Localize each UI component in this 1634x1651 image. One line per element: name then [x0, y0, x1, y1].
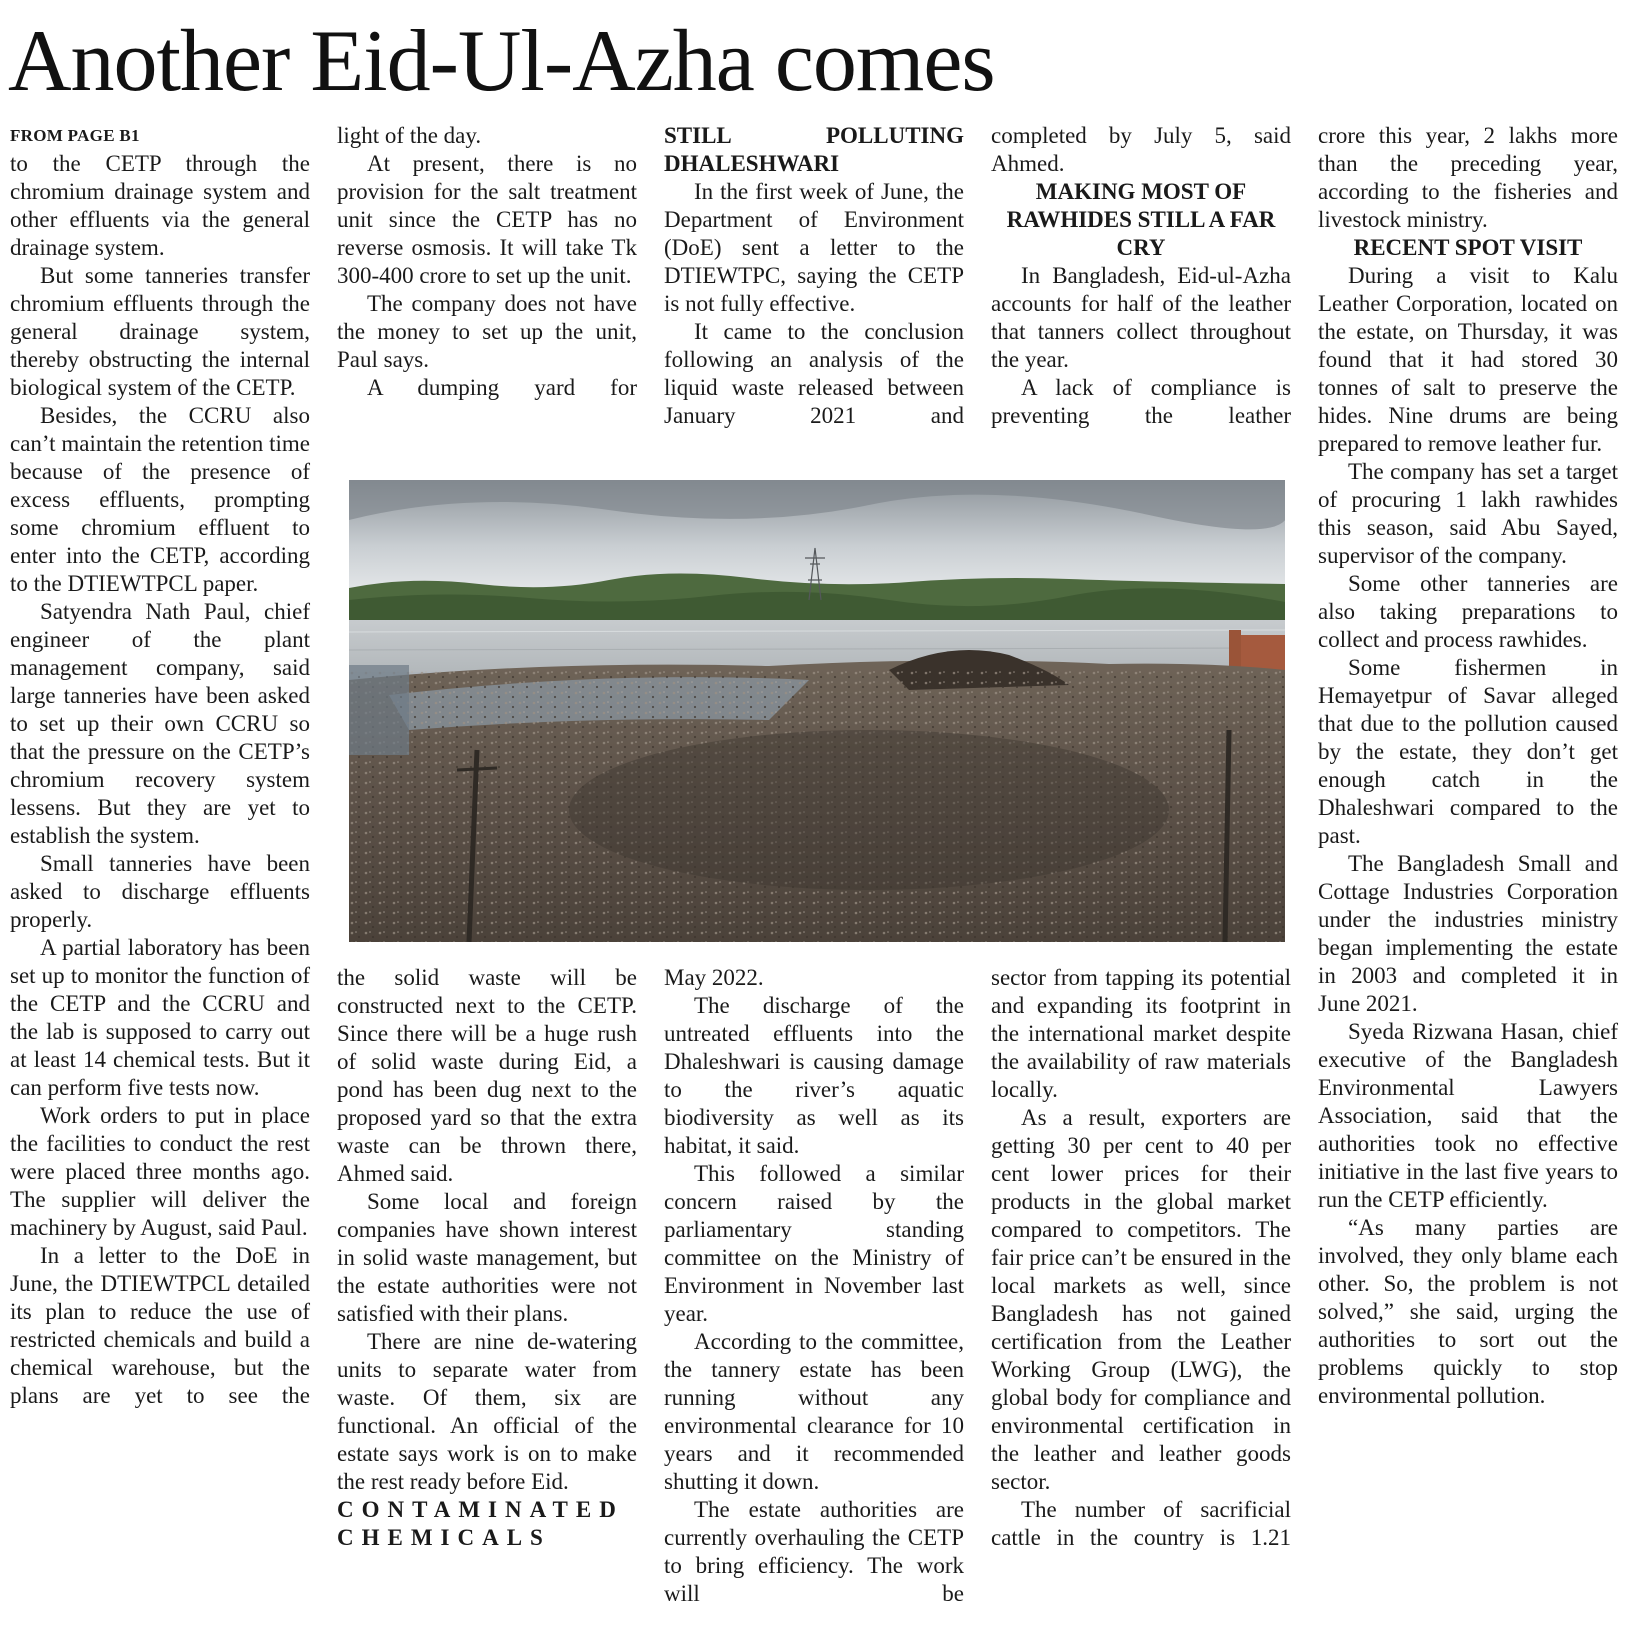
paragraph: to the CETP through the chromium drainage system and other effluents via the general drainage system. [10, 151, 310, 260]
paragraph: At present, there is no provision for the salt treatment unit since the CETP has no reverse osmosis. It will take Tk 300-400 crore to set up the unit. [337, 151, 637, 288]
subheading: CONTAMINATED CHEMICALS [337, 1497, 624, 1550]
paragraph: In Bangladesh, Eid-ul-Azha accounts for half of the leather that tanners collect throughout the year. [991, 263, 1291, 372]
paragraph: According to the committee, the tannery estate has been running without any environmental clearance for 10 years and it recommended shutting it down. [664, 1329, 964, 1494]
photo-illustration [349, 480, 1285, 942]
paragraph: Some other tanneries are also taking preparations to collect and process rawhides. [1318, 571, 1618, 652]
paragraph: There are nine de-watering units to separate water from waste. Of them, six are functional. An official of the estate says work is on to make the rest ready before Eid. [337, 1329, 637, 1494]
paragraph: sector from tapping its potential and expanding its footprint in the international market despite the availability of raw materials locally. [991, 965, 1291, 1102]
subheading: RECENT SPOT VISIT [1353, 235, 1583, 260]
headline: Another Eid-Ul-Azha comes [8, 13, 995, 110]
paragraph: A lack of compliance is preventing the leather [991, 375, 1291, 428]
paragraph: May 2022. [664, 965, 764, 990]
article-column-4-top [991, 122, 1291, 430]
paragraph: A partial laboratory has been set up to monitor the function of the CETP and the CCRU and the lab is supposed to carry out at least 14 chemical tests. But it can perform five tests now. [10, 935, 310, 1100]
paragraph: During a visit to Kalu Leather Corporation, located on the estate, on Thursday, it was found that it had stored 30 tonnes of salt to preserve the hides. Nine drums are being prepared to remove leather fur. [1318, 263, 1618, 456]
article-column-2-top [337, 122, 637, 402]
paragraph: crore this year, 2 lakhs more than the preceding year, according to the fisheries and livestock ministry. [1318, 123, 1618, 232]
paragraph: “As many parties are involved, they only blame each other. So, the problem is not solved,” she said, urging the authorities to sort out the problems quickly to stop environmental pollution. [1318, 1215, 1618, 1408]
paragraph: The Bangladesh Small and Cottage Industries Corporation under the industries ministry began implementing the estate in 2003 and completed it in June 2021. [1318, 851, 1618, 1016]
paragraph: The number of sacrificial cattle in the country is 1.21 [991, 1497, 1291, 1550]
paragraph: A dumping yard for [367, 375, 637, 400]
paragraph: It came to the conclusion following an analysis of the liquid waste released between January 2021 and [664, 319, 964, 428]
paragraph: the solid waste will be constructed next to the CETP. Since there will be a huge rush of solid waste during Eid, a pond has been dug next to the proposed yard so that the extra waste can be thrown there, Ahmed said. [337, 965, 637, 1186]
paragraph: Some fishermen in Hemayetpur of Savar alleged that due to the pollution caused by the estate, they don’t get enough catch in the Dhaleshwari compared to the past. [1318, 655, 1618, 848]
subheading: STILL POLLUTING DHALESHWARI [664, 123, 964, 176]
article-column-3-top [664, 122, 964, 430]
paragraph: But some tanneries transfer chromium effluents through the general drainage system, thereby obstructing the internal biological system of the CETP. [10, 263, 310, 400]
article-column-2-bottom [337, 964, 637, 1552]
paragraph: Small tanneries have been asked to discharge effluents properly. [10, 851, 310, 932]
continuation-kicker: FROM PAGE B1 [10, 126, 140, 145]
paragraph: In a letter to the DoE in June, the DTIEWTPCL detailed its plan to reduce the use of restricted chemicals and build a chemical warehouse, but the plans are yet to see the [10, 1243, 310, 1408]
article-column-1 [10, 122, 310, 1410]
dumping-yard-photo [349, 480, 1285, 942]
paragraph: Satyendra Nath Paul, chief engineer of the plant management company, said large tanneries have been asked to set up their own CCRU so that the pressure on the CETP’s chromium recovery system lessens. But they are yet to establish the system. [10, 599, 310, 848]
paragraph: Work orders to put in place the facilities to conduct the rest were placed three months ago. The supplier will deliver the machinery by August, said Paul. [10, 1103, 310, 1240]
paragraph: light of the day. [337, 123, 482, 148]
article-column-5 [1318, 122, 1618, 1410]
article-column-3-bottom [664, 964, 964, 1608]
paragraph: The discharge of the untreated effluents into the Dhaleshwari is causing damage to the river’s aquatic biodiversity as well as its habitat, it said. [664, 993, 964, 1158]
article-column-4-bottom [991, 964, 1291, 1552]
subheading: MAKING MOST OF RAWHIDES STILL A FAR CRY [1006, 179, 1276, 260]
paragraph: As a result, exporters are getting 30 per cent to 40 per cent lower prices for their products in the global market compared to competitors. The fair price can’t be ensured in the local markets as well, since Bangladesh has not gained certification from the Leather Working Group (LWG), the global body for compliance and environmental certification in the leather and leather goods sector. [991, 1105, 1291, 1494]
paragraph: The company does not have the money to set up the unit, Paul says. [337, 291, 637, 372]
paragraph: This followed a similar concern raised by the parliamentary standing committee on the Ministry of Environment in November last year. [664, 1161, 964, 1326]
paragraph: The company has set a target of procuring 1 lakh rawhides this season, said Abu Sayed, supervisor of the company. [1318, 459, 1618, 568]
paragraph: Syeda Rizwana Hasan, chief executive of the Bangladesh Environmental Lawyers Association, said that the authorities took no effective initiative in the last five years to run the CETP efficiently. [1318, 1019, 1618, 1212]
paragraph: In the first week of June, the Department of Environment (DoE) sent a letter to the DTIEWTPC, saying the CETP is not fully effective. [664, 179, 964, 316]
paragraph: The estate authorities are currently overhauling the CETP to bring efficiency. The work will be [664, 1497, 964, 1606]
paragraph: Besides, the CCRU also can’t maintain the retention time because of the presence of excess effluents, prompting some chromium effluent to enter into the CETP, according to the DTIEWTPCL paper. [10, 403, 310, 596]
paragraph: Some local and foreign companies have shown interest in solid waste management, but the estate authorities were not satisfied with their plans. [337, 1189, 637, 1326]
paragraph: completed by July 5, said Ahmed. [991, 123, 1291, 176]
